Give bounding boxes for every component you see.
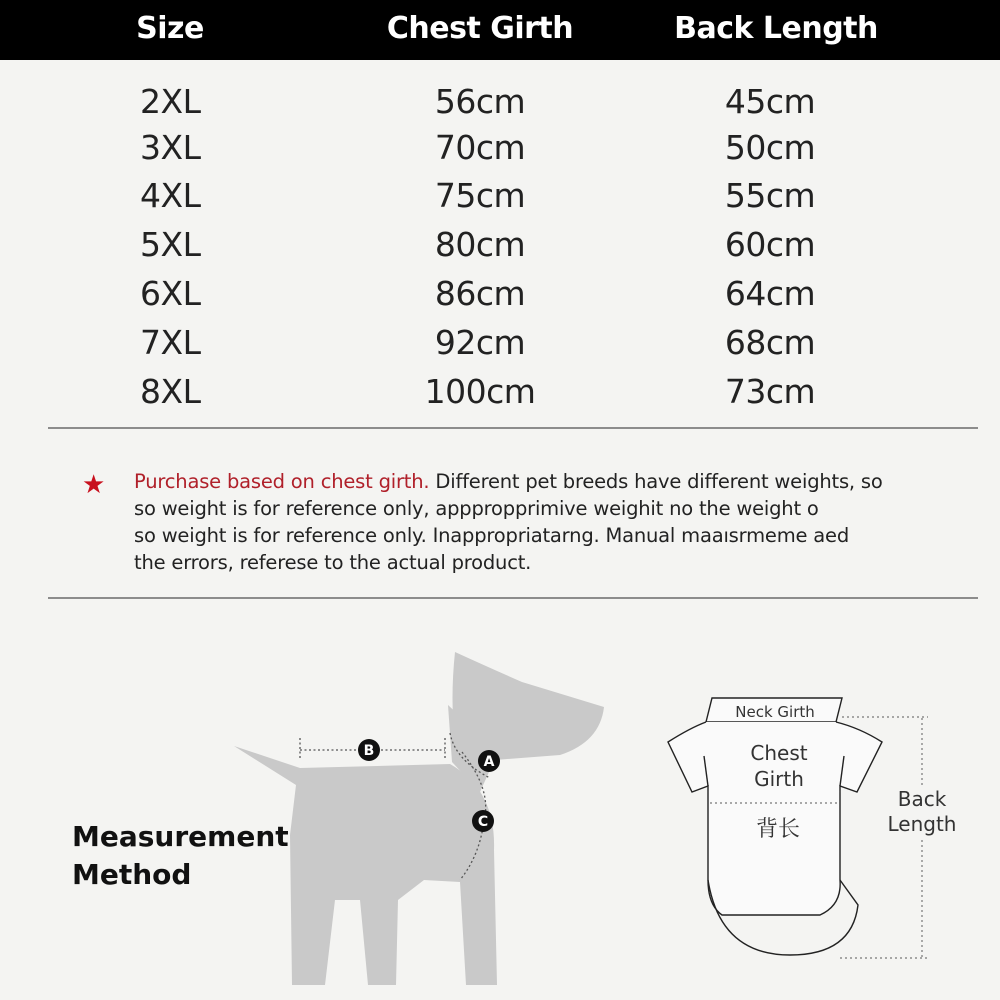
cell-back: 73cm (724, 372, 816, 411)
note-line3: so weight is for reference only. Inappropriatarng. Manual maaısrmeme aed (134, 524, 850, 547)
note-line1: Different pet breeds have different weights, so (429, 470, 883, 493)
neck-girth-label: Neck Girth (735, 703, 815, 721)
header-size: Size (136, 11, 204, 46)
cell-chest: 80cm (434, 225, 526, 264)
note-line2: so weight is for reference only, apppropprimive weighit no the weight o (134, 497, 819, 520)
cell-size: 3XL (140, 128, 201, 167)
header-chest-girth: Chest Girth (386, 11, 574, 46)
cell-size: 7XL (140, 323, 201, 362)
marker-b-label: B (363, 743, 375, 759)
measurement-title-line1: Measurement (72, 820, 289, 853)
dog-head-shape (453, 652, 605, 760)
marker-c-label: C (477, 814, 489, 830)
cell-back: 45cm (724, 82, 816, 121)
cell-back: 55cm (724, 176, 816, 215)
marker-c (472, 810, 494, 832)
back-length-label-line2: Length (887, 812, 957, 836)
cell-back: 68cm (724, 323, 816, 362)
cell-chest: 56cm (434, 82, 526, 121)
marker-a-label: A (483, 754, 495, 770)
back-length-label-line1: Back (897, 787, 947, 811)
measurement-title-line2: Method (72, 858, 192, 891)
dog-illustration (234, 652, 604, 985)
cell-size: 6XL (140, 274, 201, 313)
cell-size: 2XL (140, 82, 201, 121)
note-highlight: Purchase based on chest girth. (134, 470, 430, 493)
cell-chest: 92cm (434, 323, 526, 362)
chest-girth-label-line2: Girth (754, 767, 804, 791)
cell-size: 4XL (140, 176, 201, 215)
marker-b (358, 739, 380, 761)
cell-back: 50cm (724, 128, 816, 167)
cell-size: 5XL (140, 225, 201, 264)
cell-chest: 70cm (434, 128, 526, 167)
cell-size: 8XL (140, 372, 201, 411)
chest-girth-label-line1: Chest (750, 741, 808, 765)
cell-chest: 75cm (434, 176, 526, 215)
back-length-cn-label: 背长 (755, 817, 801, 842)
star-icon: ★ (82, 470, 106, 500)
cell-chest: 86cm (434, 274, 526, 313)
cell-chest: 100cm (424, 372, 536, 411)
cell-back: 64cm (724, 274, 816, 313)
marker-a (478, 750, 500, 772)
header-back-length: Back Length (674, 11, 878, 46)
cell-back: 60cm (724, 225, 816, 264)
note-line4: the errors, referese to the actual product. (134, 551, 532, 574)
dog-body-shape (234, 746, 497, 985)
